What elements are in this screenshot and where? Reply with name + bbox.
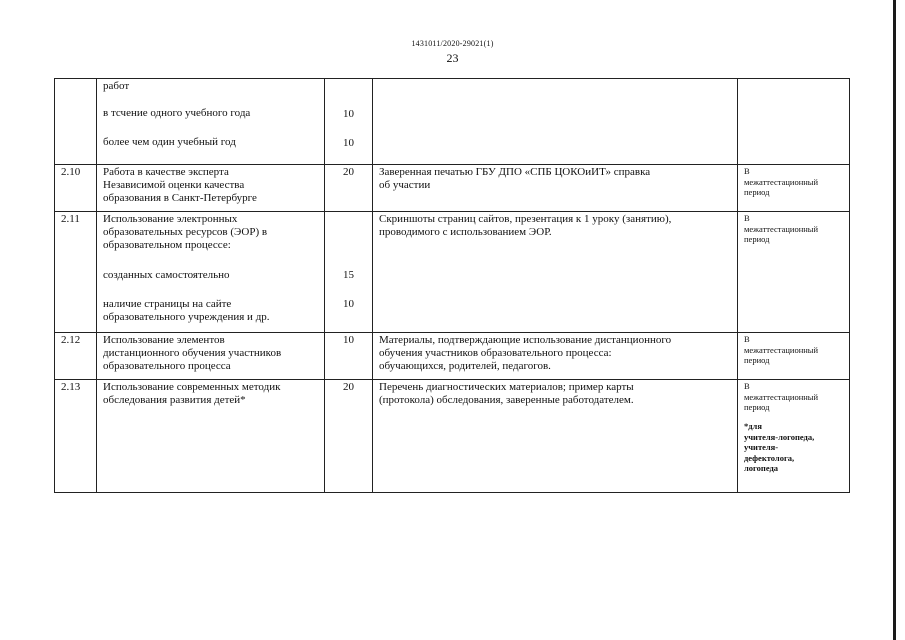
criterion-line: работ [103, 80, 130, 92]
page-number: 23 [446, 51, 459, 65]
criterion-cell [97, 79, 325, 165]
period-line: В [744, 334, 750, 344]
points-cell: 10 [325, 333, 373, 380]
criterion-line: Независимой оценки качества [103, 179, 245, 192]
period-cell [738, 380, 850, 493]
table-row [55, 380, 850, 493]
footnote-line: учителя-логопеда, [744, 431, 815, 442]
sub-criterion: более чем один учебный год [103, 136, 236, 149]
criterion-line: Использование современных методик [103, 381, 281, 393]
criterion-cell [97, 380, 325, 493]
criteria-table [54, 78, 850, 493]
row-number-cell [55, 79, 97, 165]
criterion-line: Использование элементов [103, 334, 225, 346]
period-line: период [744, 402, 770, 413]
evidence-cell [373, 212, 738, 333]
row-number-cell: 2.13 [55, 380, 97, 493]
period-cell [738, 165, 850, 212]
period-cell [738, 333, 850, 380]
criterion-line: образовательных ресурсов (ЭОР) в [103, 226, 268, 239]
period-line: межаттестационный [744, 344, 819, 355]
evidence-line: Перечень диагностических материалов; пример карты [379, 381, 634, 393]
sub-points: 15 [343, 269, 354, 281]
evidence-cell [373, 380, 738, 493]
sub-criterion: в тсчение одного учебного года [103, 107, 251, 120]
footnote-line: учителя- [744, 442, 779, 453]
footnote [744, 421, 843, 474]
table-row [55, 165, 850, 212]
evidence-cell [373, 79, 738, 165]
criterion-line: обследования развития детей* [103, 394, 246, 407]
criterion-line: Работа в качестве эксперта [103, 166, 229, 178]
row-number-cell: 2.12 [55, 333, 97, 380]
sub-criterion: созданных самостоятельно [103, 268, 230, 281]
period-line: В [744, 166, 750, 176]
criterion-cell [97, 212, 325, 333]
evidence-cell [373, 333, 738, 380]
period-cell [738, 79, 850, 165]
row-number-cell: 2.10 [55, 165, 97, 212]
evidence-line: об участии [379, 179, 431, 192]
points-cell: 20 [325, 165, 373, 212]
criterion-line: образования в Санкт-Петербурге [103, 192, 257, 205]
criterion-cell [97, 333, 325, 380]
footnote-line: дефектолога, [744, 452, 795, 463]
criterion-line: Использование электронных [103, 213, 238, 225]
scan-edge-bar [893, 0, 896, 640]
evidence-line: Заверенная печатью ГБУ ДПО «СПБ ЦОКОиИТ» справка [379, 166, 651, 178]
table-row [55, 333, 850, 380]
period-line: период [744, 234, 770, 245]
period-line: период [744, 187, 770, 198]
period-line: межаттестационный [744, 391, 819, 402]
period-line: межаттестационный [744, 176, 819, 187]
period-line: период [744, 355, 770, 366]
period-line: межаттестационный [744, 223, 819, 234]
evidence-line: Скриншоты страниц сайтов, презентация к 1 уроку (занятию), [379, 213, 672, 225]
points-cell [325, 212, 373, 333]
evidence-cell [373, 165, 738, 212]
points-cell [325, 79, 373, 165]
sub-points: 10 [343, 298, 354, 311]
criterion-line: образовательного процесса [103, 360, 231, 373]
sub-criterion: наличие страницы на сайте [103, 297, 232, 310]
criterion-line: образовательном процессе: [103, 239, 231, 252]
criterion-line: дистанционного обучения участников [103, 347, 282, 360]
evidence-line: проводимого с использованием ЭОР. [379, 226, 552, 239]
evidence-line: (протокола) обследования, заверенные работодателем. [379, 394, 634, 407]
period-cell [738, 212, 850, 333]
sub-criterion: образовательного учреждения и др. [103, 310, 270, 323]
points-cell: 20 [325, 380, 373, 493]
evidence-line: обучающихся, родителей, педагогов. [379, 360, 551, 373]
footnote-line: логопеда [744, 463, 779, 474]
footnote-line: *для [744, 420, 762, 431]
table-row [55, 79, 850, 165]
sub-points: 10 [343, 137, 354, 150]
sub-points: 10 [343, 108, 354, 120]
evidence-line: обучения участников образовательного процесса: [379, 347, 612, 360]
period-line: В [744, 213, 750, 223]
document-number: 1431011/2020-29021(1) [411, 39, 494, 48]
evidence-line: Материалы, подтверждающие использование дистанционного [379, 334, 672, 346]
period-line: В [744, 381, 750, 391]
table-row [55, 212, 850, 333]
criterion-cell [97, 165, 325, 212]
row-number-cell: 2.11 [55, 212, 97, 333]
